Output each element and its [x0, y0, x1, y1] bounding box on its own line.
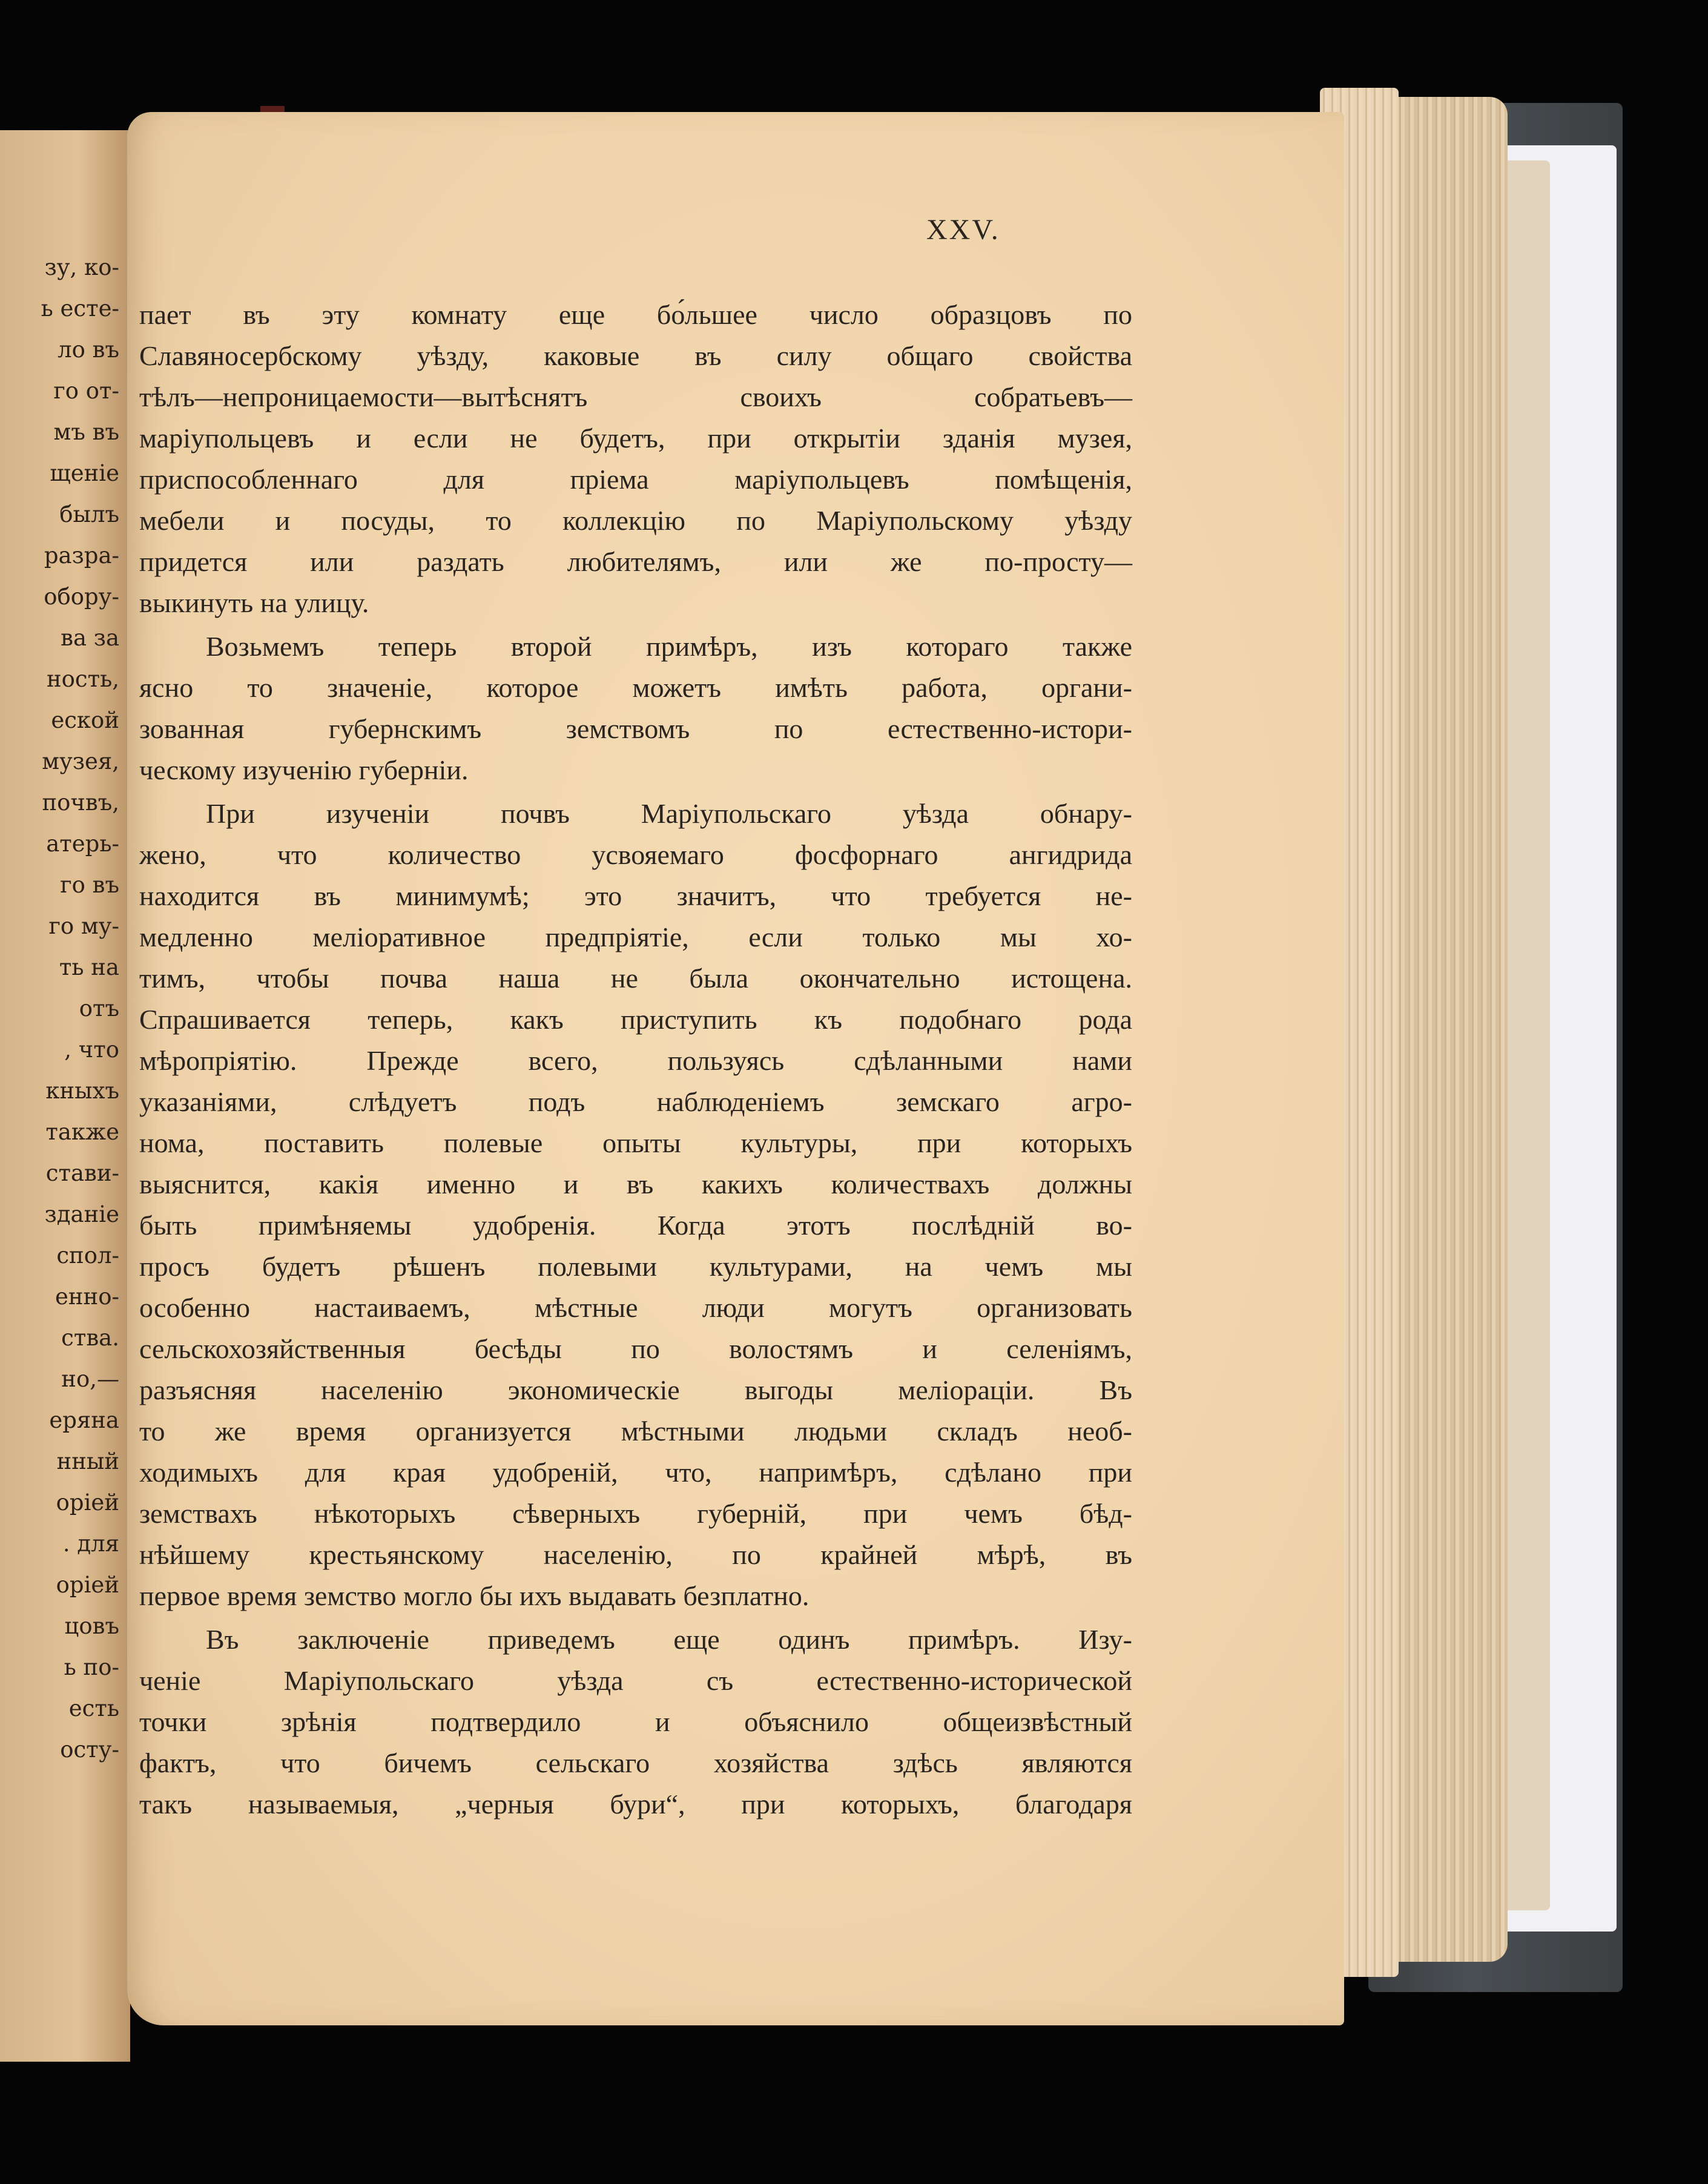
left-page-line: также	[45, 1119, 119, 1145]
left-page-line: ства.	[61, 1325, 119, 1351]
text-line: приспособленнаго для пріема маріупольцевъ помѣщенія,	[139, 464, 1132, 495]
left-page-line: ь по-	[64, 1654, 119, 1680]
left-page-line: ь есте-	[41, 295, 119, 322]
text-line: пает въ эту комнату еще бо́льшее число образцовъ по	[139, 299, 1132, 330]
text-line: ческому изученію губерніи.	[139, 754, 469, 785]
text-line: Возьмемъ теперь второй примѣръ, изъ котораго также	[206, 631, 1132, 662]
text-line: маріупольцевъ и если не будетъ, при открытіи зданія музея,	[139, 423, 1132, 454]
left-page-line: мъ въ	[53, 419, 119, 445]
text-line: разъясняя населенію экономическіе выгоды меліораціи. Въ	[139, 1374, 1132, 1405]
page-number: XXV.	[926, 214, 1000, 246]
left-page-line: енно-	[55, 1284, 119, 1310]
left-page-line: стави-	[45, 1160, 119, 1186]
text-line: мѣропріятію. Прежде всего, пользуясь сдѣланными нами	[139, 1045, 1132, 1076]
left-page-line: нный	[56, 1448, 119, 1474]
text-line: нѣйшему крестьянскому населенію, по крайней мѣрѣ, въ	[139, 1539, 1132, 1570]
left-page-line: осту-	[60, 1737, 119, 1763]
left-page-line: оріей	[56, 1490, 119, 1516]
left-page-line: но,—	[61, 1366, 119, 1392]
text-line: тимъ, чтобы почва наша не была окончательно истощена.	[139, 963, 1132, 994]
text-line: фактъ, что бичемъ сельскаго хозяйства здѣсь являются	[139, 1747, 1132, 1778]
left-page	[0, 130, 130, 2062]
left-page-line: зданіе	[44, 1201, 119, 1227]
left-page-line: еряна	[49, 1407, 119, 1433]
left-page-line: почвъ,	[42, 790, 119, 816]
text-line: ясно то значеніе, которое можетъ имѣть работа, органи-	[139, 672, 1132, 703]
left-page-line: есть	[68, 1695, 119, 1721]
left-page-line: кныхъ	[45, 1078, 119, 1104]
left-page-line: отъ	[79, 995, 119, 1021]
left-page-line: разра-	[44, 543, 119, 569]
text-line: быть примѣняемы удобренія. Когда этотъ послѣдній во-	[139, 1210, 1132, 1241]
left-page-line: ть на	[59, 954, 119, 980]
left-page-line: атерь-	[46, 831, 119, 857]
left-page-line: ность,	[46, 666, 119, 692]
text-line: тѣлъ—непроницаемости—вытѣснятъ своихъ собратьевъ—	[139, 381, 1132, 412]
left-page-line: щеніе	[50, 460, 119, 486]
left-page-line: ло въ	[58, 337, 119, 363]
text-line: такъ называемыя, „черныя бури“, при которыхъ, благодаря	[139, 1789, 1132, 1819]
left-page-line: музея,	[42, 748, 119, 774]
text-line: Въ заключеніе приведемъ еще одинъ примѣръ. Изу-	[206, 1624, 1132, 1655]
text-line: сельскохозяйственныя бесѣды по волостямъ и селеніямъ,	[139, 1333, 1132, 1364]
text-line: первое время земство могло бы ихъ выдавать безплатно.	[139, 1580, 809, 1611]
text-line: Славяносербскому уѣзду, каковые въ силу общаго свойства	[139, 340, 1132, 371]
text-line: находится въ минимумѣ; это значитъ, что требуется не-	[139, 880, 1132, 911]
left-page-line: былъ	[59, 501, 119, 527]
text-line: просъ будетъ рѣшенъ полевыми культурами, на чемъ мы	[139, 1251, 1132, 1282]
left-page-line: обору-	[44, 584, 119, 610]
text-line: жено, что количество усвояемаго фосфорнаго ангидрида	[139, 839, 1132, 870]
text-line: ходимыхъ для края удобреній, что, напримѣръ, сдѣлано при	[139, 1457, 1132, 1488]
text-line: зованная губернскимъ земствомъ по естественно-истори-	[139, 713, 1132, 744]
left-page-line: спол-	[56, 1242, 119, 1269]
left-page-line: ва за	[61, 625, 119, 651]
text-line: особенно настаиваемъ, мѣстные люди могутъ организовать	[139, 1292, 1132, 1323]
text-line: земствахъ нѣкоторыхъ сѣверныхъ губерній, при чемъ бѣд-	[139, 1498, 1132, 1529]
text-line: указаніями, слѣдуетъ подъ наблюденіемъ земскаго агро-	[139, 1086, 1132, 1117]
left-page-line: еской	[51, 707, 119, 733]
text-line: выяснится, какія именно и въ какихъ количествахъ должны	[139, 1169, 1132, 1199]
text-line: выкинуть на улицу.	[139, 587, 369, 618]
left-page-line: , что	[64, 1037, 119, 1063]
text-line: медленно меліоративное предпріятіе, если только мы хо-	[139, 922, 1132, 952]
left-page-line: . для	[62, 1531, 119, 1557]
text-line: точки зрѣнія подтвердило и объяснило общеизвѣстный	[139, 1706, 1132, 1737]
text-line: придется или раздать любителямъ, или же по-просту—	[139, 546, 1132, 577]
text-line: ченіе Маріупольскаго уѣзда съ естественно-исторической	[139, 1665, 1132, 1696]
text-line: нома, поставить полевые опыты культуры, при которыхъ	[139, 1127, 1132, 1158]
text-line: мебели и посуды, то коллекцію по Маріупольскому уѣзду	[139, 505, 1132, 536]
text-line: Спрашивается теперь, какъ приступить къ подобнаго рода	[139, 1004, 1132, 1035]
left-page-line: оріей	[56, 1572, 119, 1598]
left-page-line: цовъ	[64, 1613, 119, 1639]
text-line: При изученіи почвъ Маріупольскаго уѣзда обнару-	[206, 798, 1132, 829]
left-page-line: го от-	[53, 378, 119, 404]
left-page-line: го му-	[48, 913, 119, 939]
left-page-line: го въ	[60, 872, 119, 898]
left-page-line: зу, ко-	[44, 254, 119, 280]
text-line: то же время организуется мѣстными людьми складъ необ-	[139, 1416, 1132, 1447]
